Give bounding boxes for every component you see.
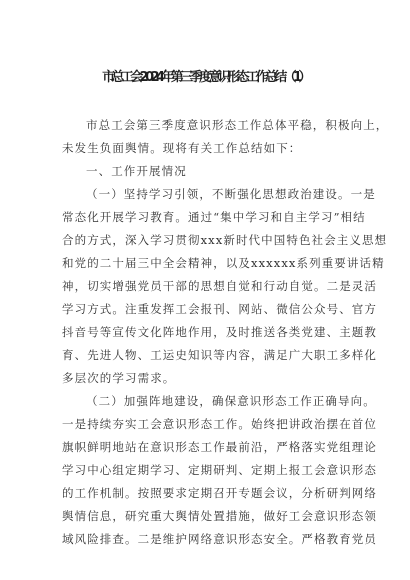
body-line: 舆情信息，研究重大舆情处置措施，做好工会意识形态领	[62, 509, 377, 523]
body-line: 学习中心组定期学习、定期研判、定期上报工会意识形态	[62, 463, 377, 477]
body-line: 多层次的学习需求。	[62, 371, 176, 385]
section-heading: 一、工作开展情况	[86, 164, 187, 178]
body-line: 一是持续夯实工会意识形态工作。始终把讲政治摆在首位	[62, 417, 377, 431]
body-line: （一）坚持学习引领，不断强化思想政治建设。一是	[86, 187, 376, 201]
body-line: 域风险排查。二是维护网络意识形态安全。严格教育党员	[62, 532, 377, 546]
body-line: 抖音号等宣传文化阵地作用，及时推送各类党建、主题教	[62, 325, 377, 339]
body-line: 的工作机制。按照要求定期召开专题会议，分析研判网络	[62, 486, 377, 500]
body-line: 和党的二十届三中全会精神，以及xxxxxx系列重要讲话精	[62, 256, 385, 270]
body-line: 市总工会第三季度意识形态工作总体平稳，积极向上，	[86, 118, 389, 132]
body-line: 神，切实增强党员干部的思想自觉和行动自觉。二是灵活	[62, 279, 377, 293]
body-line: 未发生负面舆情。现将有关工作总结如下：	[62, 141, 302, 155]
body-line: 育、先进人物、工运史知识等内容，满足广大职工多样化	[62, 348, 377, 362]
body-line: 旗帜鲜明地站在意识形态工作最前沿，严格落实党组理论	[62, 440, 377, 454]
body-line: 常态化开展学习教育。通过“集中学习和自主学习”相结	[62, 210, 366, 224]
body-line: （二）加强阵地建设，确保意识形态工作正确导向。	[86, 394, 376, 408]
document-title: 市总工会2024年第三季度意识形态工作总结（1）	[102, 70, 308, 85]
body-line: 合的方式，深入学习贯彻xxx新时代中国特色社会主义思想	[62, 233, 388, 247]
body-line: 学习方式。注重发挥工会报刊、网站、微信公众号、官方	[62, 302, 377, 316]
